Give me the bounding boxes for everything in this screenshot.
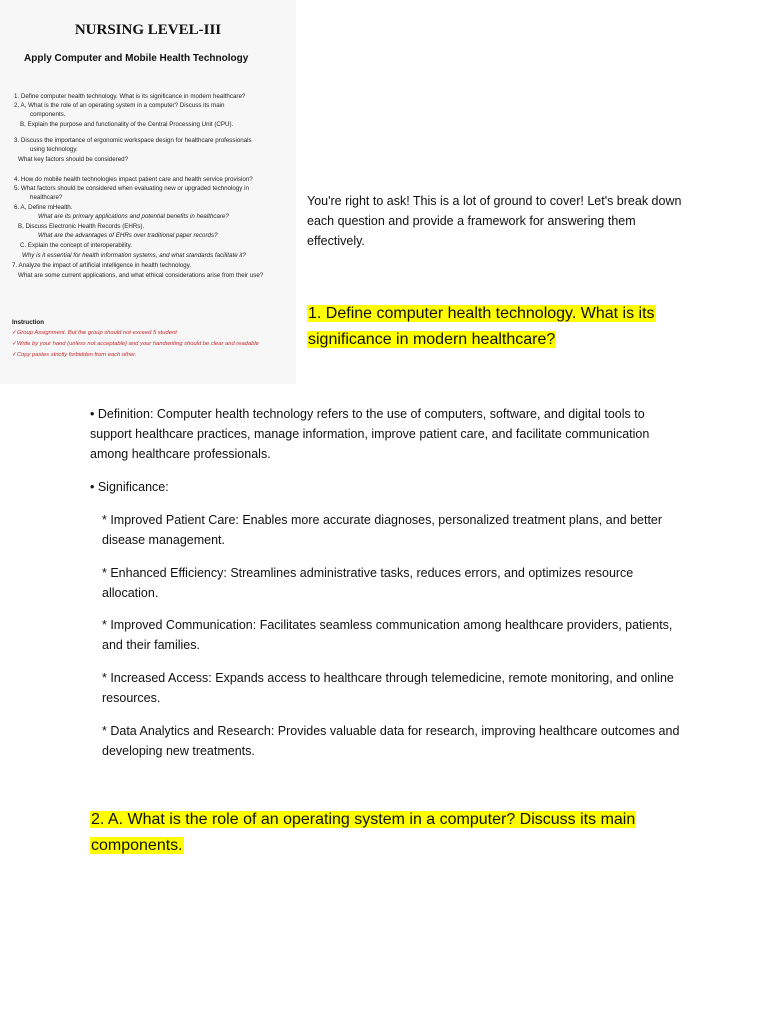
question-line: 6. A, Define mHealth. bbox=[14, 204, 73, 211]
question-line: 1. Define computer health technology. What is its significance in modern healthcare? bbox=[14, 93, 246, 100]
question-line: B, Explain the purpose and functionality of the Central Processing Unit (CPU). bbox=[20, 121, 234, 128]
intro-paragraph: You're right to ask! This is a lot of ground to cover! Let's break down each question and provide a framework for answering them effectively. bbox=[307, 194, 682, 248]
highlighted-heading-text: 2. A. What is the role of an operating system in a computer? Discuss its main components. bbox=[91, 811, 636, 854]
significance-point: * Increased Access: Expands access to healthcare through telemedicine, remote monitoring, and online resources. bbox=[102, 671, 674, 705]
significance-point: * Enhanced Efficiency: Streamlines administrative tasks, reduces errors, and optimizes resource allocation. bbox=[102, 566, 634, 600]
question-2-heading bbox=[90, 807, 680, 859]
instruction-line: ✓Group Assignment. But the group should not exceed 5 student bbox=[12, 330, 177, 336]
highlighted-heading-text: 1. Define computer health technology. What is its significance in modern healthcare? bbox=[308, 305, 655, 348]
question-line: C. Explain the concept of interoperability. bbox=[20, 242, 133, 249]
question-line: 5. What factors should be considered when evaluating new or upgraded technology in bbox=[14, 185, 249, 192]
significance-point: * Improved Communication: Facilitates seamless communication among healthcare providers, patients, and their families. bbox=[102, 618, 673, 652]
definition-paragraph: • Definition: Computer health technology refers to the use of computers, software, and digital tools to support healthcare practices, manage information, improve patient care, and facilitate communication among healthcare professionals. bbox=[90, 407, 650, 461]
question-line: 4. How do mobile health technologies impact patient care and health service provision? bbox=[14, 176, 253, 183]
question-line: Why is it essential for health information systems, and what standards facilitate it? bbox=[22, 252, 246, 259]
instruction-line: ✓Write by your hand (unless not acceptable) and your handwriting should be clear and readable bbox=[12, 341, 259, 347]
question-line: components. bbox=[30, 111, 66, 118]
significance-point: * Data Analytics and Research: Provides valuable data for research, improving healthcare outcomes and developing new treatments. bbox=[102, 724, 680, 758]
question-line: 2. A, What is the role of an operating system in a computer? Discuss its main bbox=[14, 102, 225, 109]
question-line: healthcare? bbox=[30, 194, 63, 201]
question-line: 7. Analyze the impact of artificial intelligence in health technology. bbox=[12, 262, 192, 269]
question-line: using technology. bbox=[30, 146, 78, 153]
assignment-image bbox=[0, 0, 296, 384]
significance-label: • Significance: bbox=[90, 480, 169, 494]
instruction-heading: Instruction bbox=[12, 319, 44, 326]
significance-point: * Improved Patient Care: Enables more accurate diagnoses, personalized treatment plans, and better disease management. bbox=[102, 513, 663, 547]
question-line: 3. Discuss the importance of ergonomic workspace design for healthcare professionals bbox=[14, 137, 252, 144]
question-1-heading bbox=[307, 301, 687, 353]
question-line: What are its primary applications and potential benefits in healthcare? bbox=[38, 213, 229, 220]
question-line: What key factors should be considered? bbox=[18, 156, 129, 163]
instruction-line: ✓Copy pastes strictly forbidden from each other. bbox=[12, 352, 137, 358]
question-line: B, Discuss Electronic Health Records (EHRs). bbox=[18, 223, 145, 230]
question-line: What are the advantages of EHRs over traditional paper records? bbox=[38, 232, 218, 239]
assignment-subtitle: Apply Computer and Mobile Health Technology bbox=[24, 53, 249, 64]
assignment-title: NURSING LEVEL-III bbox=[74, 22, 222, 38]
question-line: What are some current applications, and what ethical considerations arise from their use? bbox=[18, 272, 264, 279]
